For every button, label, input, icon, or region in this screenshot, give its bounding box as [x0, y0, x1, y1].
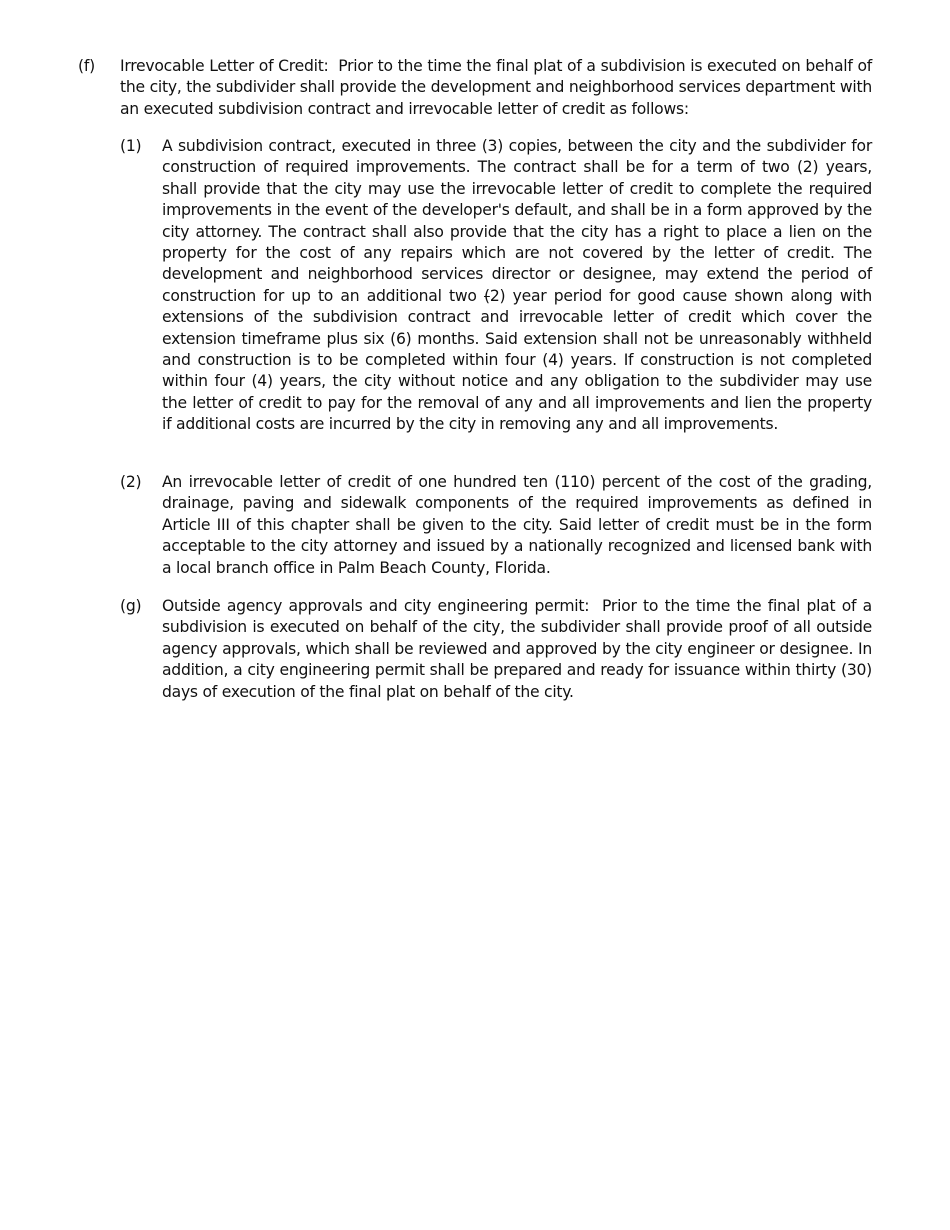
- section-f-heading: Irrevocable Letter of Credit:: [120, 57, 329, 75]
- item-2-marker: (2): [120, 473, 142, 491]
- section-f-body: [120, 56, 872, 120]
- item-1-text-before: A subdivision contract, executed in three (3) copies, between the city and the subdivider for construction of required improvements. The contract shall be for a term of two (2) years, shall provide that the city may use the irrevocable letter of credit to complete the required improvements in the event of the developer's default, and shall be in a form approved by the city attorney. The contract shall also provide that the city has a right to place a lien on the property for the cost of any repairs which are not covered by the letter of credit. The development and neighborhood services director or designee, may extend the period of construction for up to an additional two: [162, 137, 872, 305]
- item-1-body: [162, 136, 872, 436]
- item-g-heading: Outside agency approvals and city engineering permit:: [162, 597, 590, 615]
- item-g-body: [162, 596, 872, 703]
- item-1-marker: (1): [120, 137, 142, 155]
- item-g-marker: (g): [120, 597, 142, 615]
- section-f: [78, 56, 872, 120]
- item-2-body: An irrevocable letter of credit of one hundred ten (110) percent of the cost of the grading, drainage, paving and sidewalk components of the required improvements as defined in Article III of this chapter shall be given to the city. Said letter of credit must be in the form acceptable to the city attorney and issued by a nationally recognized and licensed bank with a local branch office in Palm Beach County, Florida.: [162, 473, 872, 577]
- item-1-struck-text: (: [483, 286, 490, 305]
- item-g-text: Prior to the time the final plat of a subdivision is executed on behalf of the city, the subdivider shall provide proof of all outside agency approvals, which shall be reviewed and approved by the city engineer or designee. In addition, a city engineering permit shall be prepared and ready for issuance within thirty (30) days of execution of the final plat on behalf of the city.: [162, 597, 872, 701]
- item-1: [120, 136, 872, 436]
- section-f-text: Prior to the time the final plat of a subdivision is executed on behalf of the city, the subdivider shall provide the development and neighborhood services department with an executed subdivision contract and irrevocable letter of credit as follows:: [120, 57, 872, 118]
- section-f-marker: (f): [78, 57, 95, 75]
- item-g: [120, 596, 872, 703]
- item-2: [120, 472, 872, 579]
- item-1-text-after: 2) year period for good cause shown along with extensions of the subdivision contract and irrevocable letter of credit which cover the extension timeframe plus six (6) months. Said extension shall not be unreasonably withheld and construction is to be completed within four (4) years. If construction is not completed within four (4) years, the city without notice and any obligation to the subdivider may use the letter of credit to pay for the removal of any and all improvements and lien the property if additional costs are incurred by the city in removing any and all improvements.: [162, 286, 872, 434]
